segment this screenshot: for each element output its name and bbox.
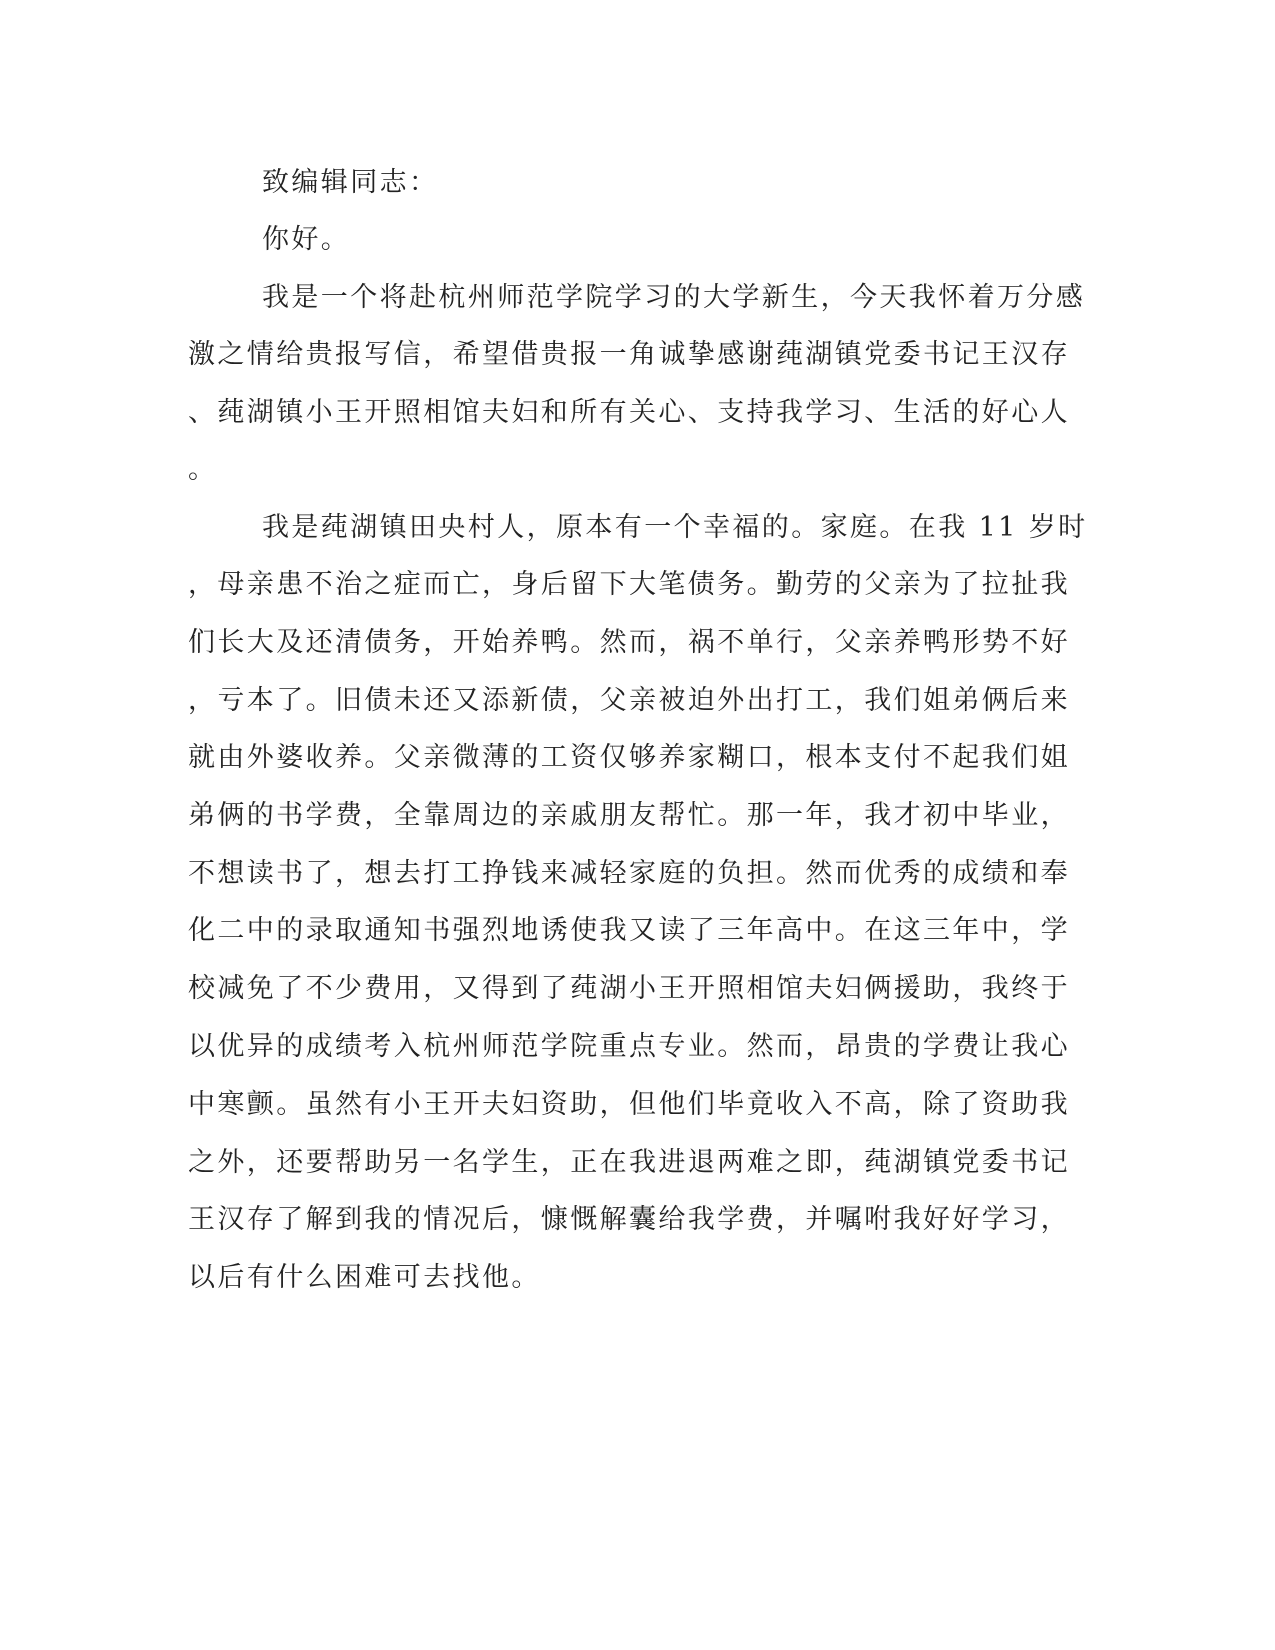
paragraph-1-line-3: 、莼湖镇小王开照相馆夫妇和所有关心、支持我学习、生活的好心人 xyxy=(188,397,1070,428)
paragraph-2-line-8: 化二中的录取通知书强烈地诱使我又读了三年高中。在这三年中，学 xyxy=(188,915,1070,946)
paragraph-2-line-2: ，母亲患不治之症而亡，身后留下大笔债务。勤劳的父亲为了拉扯我 xyxy=(188,569,1070,600)
paragraph-2-line-4: ，亏本了。旧债未还又添新债，父亲被迫外出打工，我们姐弟俩后来 xyxy=(188,685,1070,716)
paragraph-2-line-7: 不想读书了，想去打工挣钱来减轻家庭的负担。然而优秀的成绩和奉 xyxy=(188,858,1070,889)
paragraph-2-line-11: 中寒颤。虽然有小王开夫妇资助，但他们毕竟收入不高，除了资助我 xyxy=(188,1089,1070,1120)
paragraph-1-line-2: 激之情给贵报写信，希望借贵报一角诚挚感谢莼湖镇党委书记王汉存 xyxy=(188,339,1070,370)
paragraph-2-line-1: 我是莼湖镇田央村人，原本有一个幸福的。家庭。在我 11 岁时 xyxy=(262,512,1088,543)
paragraph-2-line-6: 弟俩的书学费，全靠周边的亲戚朋友帮忙。那一年，我才初中毕业， xyxy=(188,800,1070,831)
paragraph-2-line-3: 们长大及还清债务，开始养鸭。然而，祸不单行，父亲养鸭形势不好 xyxy=(188,627,1070,658)
paragraph-2-line-5: 就由外婆收养。父亲微薄的工资仅够养家糊口，根本支付不起我们姐 xyxy=(188,742,1070,773)
paragraph-2-line-10: 以优异的成绩考入杭州师范学院重点专业。然而，昂贵的学费让我心 xyxy=(188,1031,1070,1062)
paragraph-1-line-4: 。 xyxy=(188,454,218,485)
paragraph-2-line-12: 之外，还要帮助另一名学生，正在我进退两难之即，莼湖镇党委书记 xyxy=(188,1147,1070,1178)
paragraph-1-line-1: 我是一个将赴杭州师范学院学习的大学新生，今天我怀着万分感 xyxy=(262,282,1086,313)
paragraph-2-line-9: 校减免了不少费用，又得到了莼湖小王开照相馆夫妇俩援助，我终于 xyxy=(188,973,1070,1004)
paragraph-2-line-14: 以后有什么困难可去找他。 xyxy=(188,1262,541,1293)
paragraph-2-line-13: 王汉存了解到我的情况后，慷慨解囊给我学费，并嘱咐我好好学习， xyxy=(188,1204,1070,1235)
greeting: 你好。 xyxy=(262,224,351,255)
salutation: 致编辑同志： xyxy=(262,167,439,198)
